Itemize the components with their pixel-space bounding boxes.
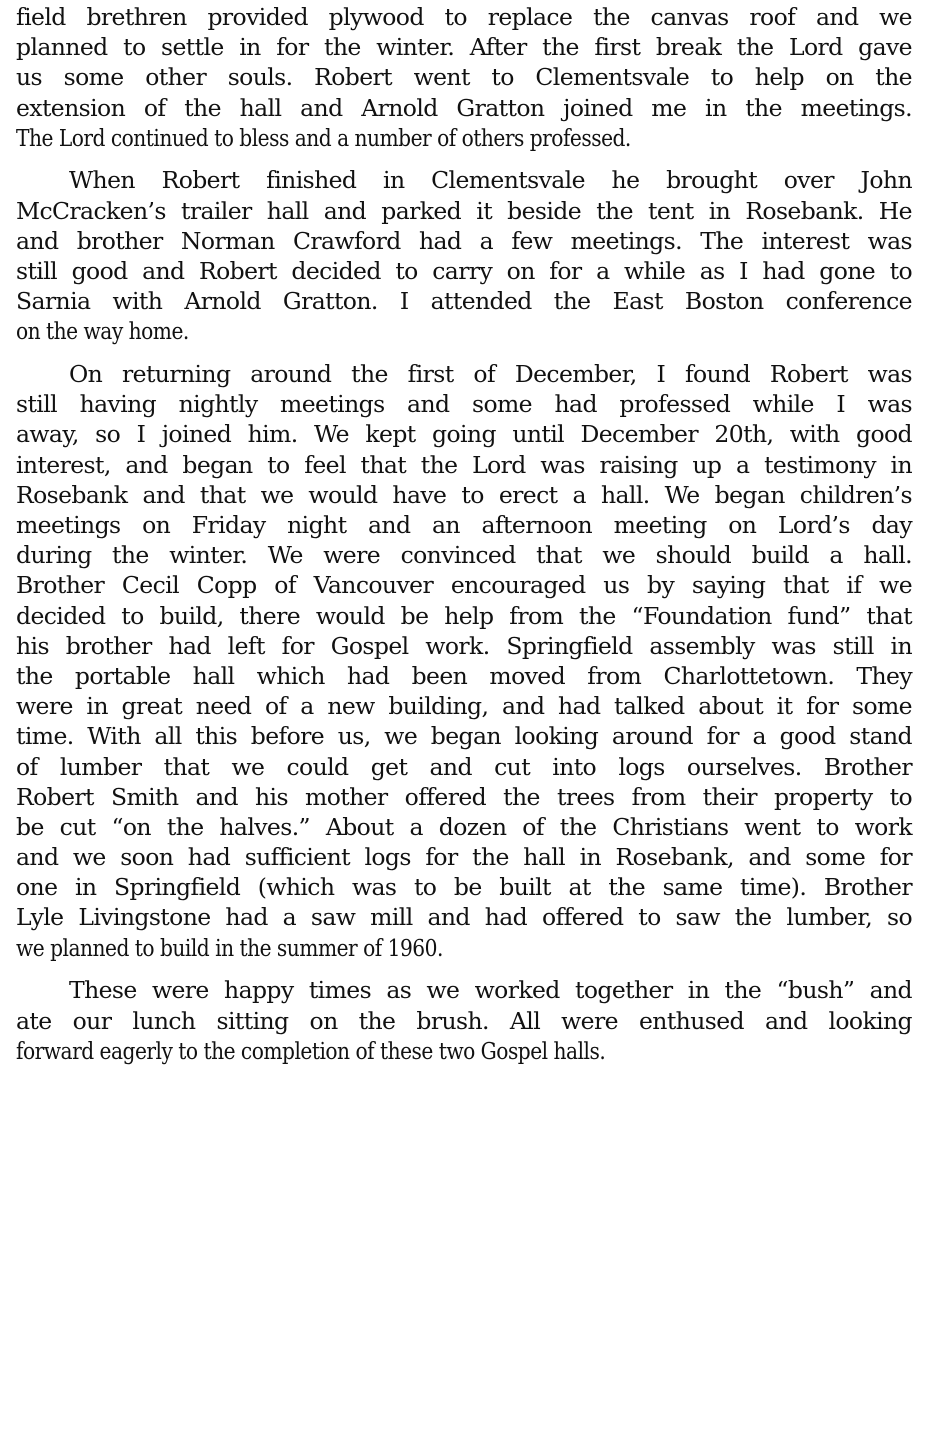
text-line: When Robert finished in Clementsvale he brought over John <box>69 166 912 195</box>
text-line: McCracken’s trailer hall and parked it beside the tent in Rosebank. He <box>16 196 912 225</box>
text-line: decided to build, there would be help from the “Foundation fund” that <box>16 601 912 630</box>
text-line: meetings on Friday night and an afternoon meeting on Lord’s day <box>16 511 912 539</box>
text-line: On returning around the first of December, I found Robert was <box>69 360 912 389</box>
text-line: be cut “on the halves.” About a dozen of the Christians went to work <box>16 812 912 841</box>
text-line: forward eagerly to the completion of these two Gospel halls. <box>16 1036 606 1065</box>
text-line: Brother Cecil Copp of Vancouver encouraged us by saying that if we <box>16 571 912 600</box>
text-line: we planned to build in the summer of 1960. <box>16 933 443 962</box>
text-line: on the way home. <box>16 317 189 346</box>
text-line: still good and Robert decided to carry on for a while as I had gone to <box>16 257 912 285</box>
paragraph-1 <box>16 2 912 153</box>
text-line: time. With all this before us, we began looking around for a good stand <box>16 722 912 751</box>
text-line: Rosebank and that we would have to erect a hall. We began children’s <box>16 480 912 509</box>
paragraph-3 <box>16 359 912 963</box>
text-line: field brethren provided plywood to replace the canvas roof and we <box>16 3 912 31</box>
text-line: ate our lunch sitting on the brush. All were enthused and looking <box>16 1006 912 1035</box>
text-line: us some other souls. Robert went to Clementsvale to help on the <box>16 63 912 92</box>
text-line: interest, and began to feel that the Lord was raising up a testimony in <box>16 450 912 479</box>
text-line: The Lord continued to bless and a number of others professed. <box>16 123 631 152</box>
text-line: Lyle Livingstone had a saw mill and had offered to saw the lumber, so <box>16 903 912 932</box>
text-line: still having nightly meetings and some had professed while I was <box>16 390 912 419</box>
text-line: Sarnia with Arnold Gratton. I attended the East Boston conference <box>16 287 912 316</box>
text-line: planned to settle in for the winter. After the first break the Lord gave <box>16 33 912 62</box>
text-line: away, so I joined him. We kept going until December 20th, with good <box>16 420 912 449</box>
text-line: and brother Norman Crawford had a few meetings. The interest was <box>16 226 912 255</box>
text-line: the portable hall which had been moved from Charlottetown. They <box>16 661 912 690</box>
text-line: and we soon had sufficient logs for the hall in Rosebank, and some for <box>16 843 912 872</box>
text-line: extension of the hall and Arnold Gratton joined me in the meetings. <box>16 93 912 122</box>
paragraph-4 <box>16 975 912 1066</box>
text-line: Robert Smith and his mother offered the trees from their property to <box>16 782 912 811</box>
text-line: of lumber that we could get and cut into logs ourselves. Brother <box>16 752 912 781</box>
text-line: were in great need of a new building, and had talked about it for some <box>16 692 912 721</box>
text-line: his brother had left for Gospel work. Springfield assembly was still in <box>16 631 912 660</box>
document-page <box>16 2 912 1078</box>
text-line: during the winter. We were convinced that we should build a hall. <box>16 541 912 570</box>
text-line: These were happy times as we worked together in the “bush” and <box>69 976 912 1005</box>
paragraph-2 <box>16 165 912 346</box>
text-line: one in Springfield (which was to be built at the same time). Brother <box>16 873 912 902</box>
